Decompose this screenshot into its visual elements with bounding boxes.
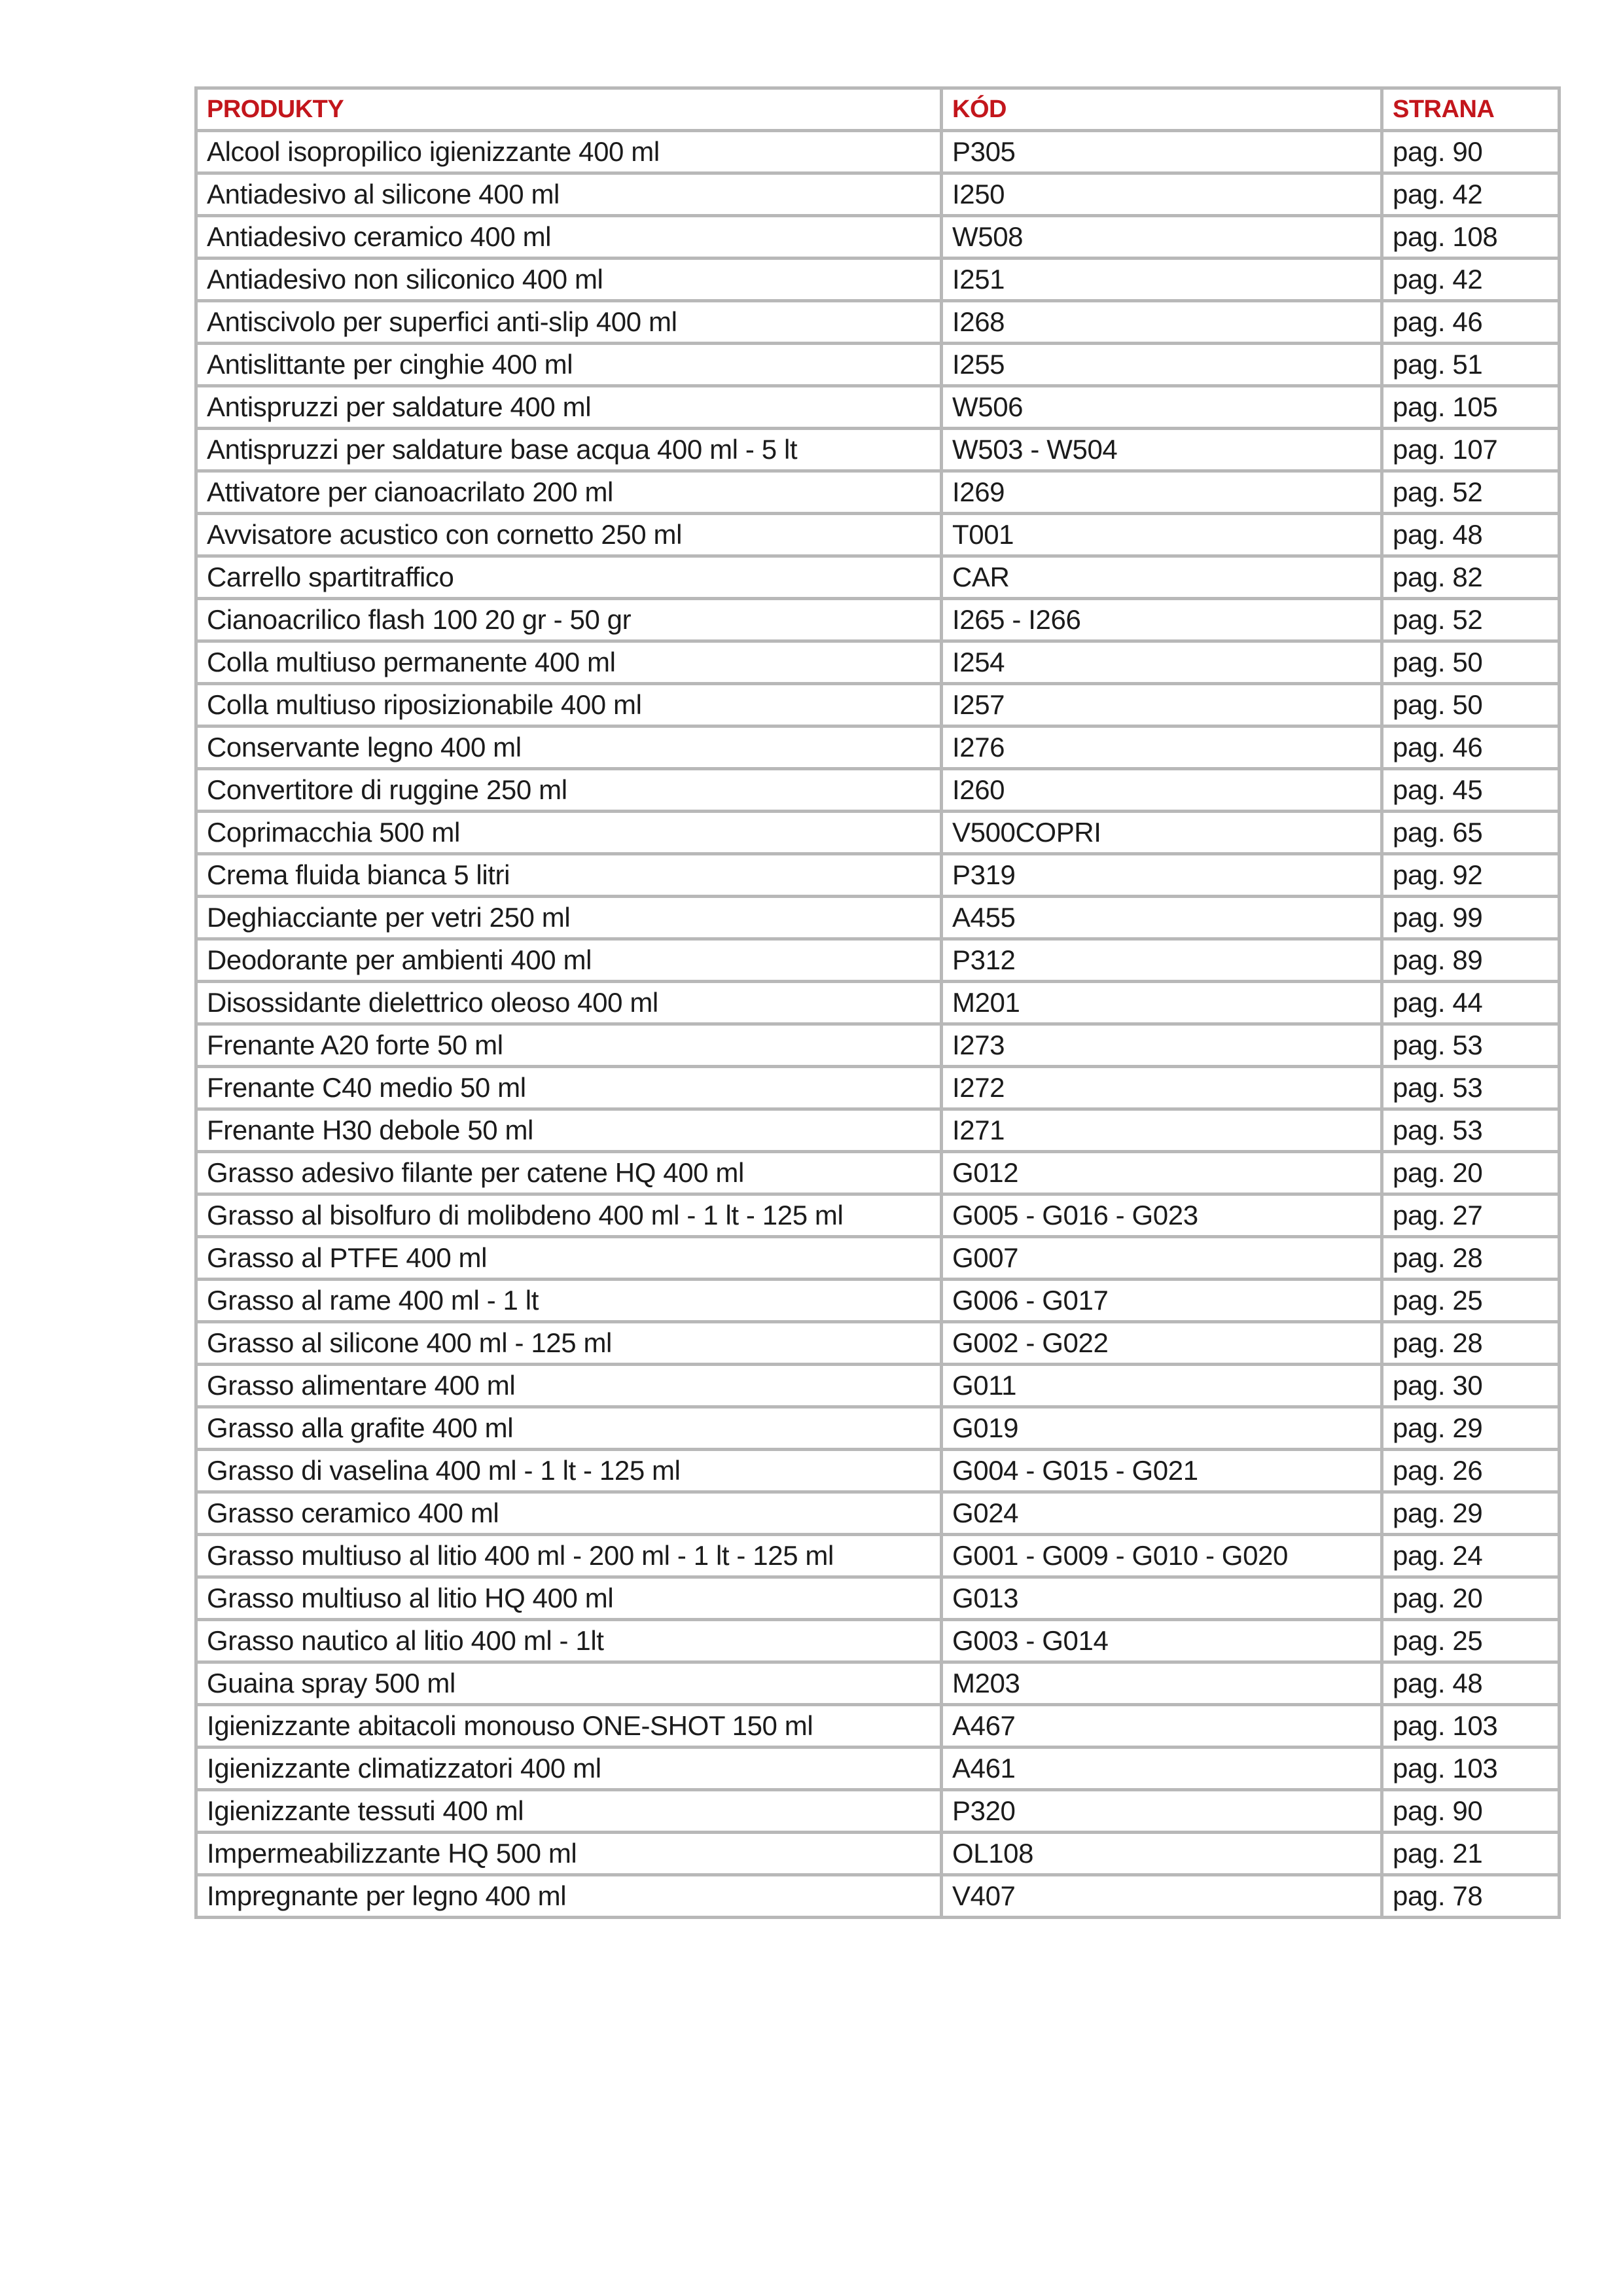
table-row	[196, 1705, 1560, 1748]
page-ref-cell: pag. 28	[1382, 1237, 1560, 1280]
page-ref-cell: pag. 92	[1382, 854, 1560, 897]
table-row	[196, 982, 1560, 1024]
product-name-cell: Grasso alimentare 400 ml	[196, 1365, 942, 1407]
table-row	[196, 1365, 1560, 1407]
page-ref-cell: pag. 52	[1382, 599, 1560, 641]
product-code-cell: T001	[942, 514, 1382, 556]
page-ref-cell: pag. 90	[1382, 1790, 1560, 1833]
table-row	[196, 1535, 1560, 1577]
product-name-cell: Convertitore di ruggine 250 ml	[196, 769, 942, 812]
product-code-cell: I257	[942, 684, 1382, 726]
table-body	[196, 131, 1560, 1918]
product-code-cell: G024	[942, 1492, 1382, 1535]
product-code-cell: G007	[942, 1237, 1382, 1280]
table-row	[196, 386, 1560, 429]
page-ref-cell: pag. 103	[1382, 1705, 1560, 1748]
product-code-cell: I271	[942, 1109, 1382, 1152]
product-code-cell: P319	[942, 854, 1382, 897]
product-code-cell: I254	[942, 641, 1382, 684]
product-code-cell: I272	[942, 1067, 1382, 1109]
page-ref-cell: pag. 53	[1382, 1067, 1560, 1109]
table-row	[196, 684, 1560, 726]
product-name-cell: Igienizzante tessuti 400 ml	[196, 1790, 942, 1833]
product-index-table	[194, 86, 1561, 1919]
page-ref-cell: pag. 46	[1382, 301, 1560, 344]
page-ref-cell: pag. 46	[1382, 726, 1560, 769]
product-name-cell: Carrello spartitraffico	[196, 556, 942, 599]
page-ref-cell: pag. 24	[1382, 1535, 1560, 1577]
page-ref-cell: pag. 45	[1382, 769, 1560, 812]
product-name-cell: Coprimacchia 500 ml	[196, 812, 942, 854]
product-code-cell: I268	[942, 301, 1382, 344]
product-code-cell: M203	[942, 1662, 1382, 1705]
table-row	[196, 556, 1560, 599]
product-name-cell: Disossidante dielettrico oleoso 400 ml	[196, 982, 942, 1024]
page-ref-cell: pag. 42	[1382, 173, 1560, 216]
product-code-cell: OL108	[942, 1833, 1382, 1875]
page-ref-cell: pag. 51	[1382, 344, 1560, 386]
product-code-cell: G012	[942, 1152, 1382, 1194]
page-ref-cell: pag. 50	[1382, 684, 1560, 726]
product-code-cell: P320	[942, 1790, 1382, 1833]
table-row	[196, 1024, 1560, 1067]
page-ref-cell: pag. 105	[1382, 386, 1560, 429]
header-products: PRODUKTY	[196, 88, 942, 131]
table-row	[196, 1322, 1560, 1365]
page-ref-cell: pag. 29	[1382, 1492, 1560, 1535]
table-row	[196, 769, 1560, 812]
table-row	[196, 939, 1560, 982]
product-name-cell: Avvisatore acustico con cornetto 250 ml	[196, 514, 942, 556]
table-row	[196, 1280, 1560, 1322]
header-row	[196, 88, 1560, 131]
product-code-cell: CAR	[942, 556, 1382, 599]
table-row	[196, 1067, 1560, 1109]
product-code-cell: A467	[942, 1705, 1382, 1748]
table-row	[196, 1194, 1560, 1237]
product-code-cell: P305	[942, 131, 1382, 173]
page-ref-cell: pag. 30	[1382, 1365, 1560, 1407]
product-name-cell: Impregnante per legno 400 ml	[196, 1875, 942, 1918]
product-code-cell: G013	[942, 1577, 1382, 1620]
table-row	[196, 471, 1560, 514]
product-code-cell: A461	[942, 1748, 1382, 1790]
page-ref-cell: pag. 21	[1382, 1833, 1560, 1875]
table-row	[196, 1833, 1560, 1875]
product-name-cell: Attivatore per cianoacrilato 200 ml	[196, 471, 942, 514]
product-name-cell: Guaina spray 500 ml	[196, 1662, 942, 1705]
page-ref-cell: pag. 108	[1382, 216, 1560, 259]
table-row	[196, 599, 1560, 641]
product-code-cell: M201	[942, 982, 1382, 1024]
page-ref-cell: pag. 48	[1382, 514, 1560, 556]
page-ref-cell: pag. 25	[1382, 1280, 1560, 1322]
page-ref-cell: pag. 29	[1382, 1407, 1560, 1450]
table-row	[196, 1237, 1560, 1280]
table-row	[196, 301, 1560, 344]
product-code-cell: W503 - W504	[942, 429, 1382, 471]
page-ref-cell: pag. 90	[1382, 131, 1560, 173]
product-name-cell: Crema fluida bianca 5 litri	[196, 854, 942, 897]
product-name-cell: Grasso alla grafite 400 ml	[196, 1407, 942, 1450]
product-name-cell: Grasso adesivo filante per catene HQ 400 ml	[196, 1152, 942, 1194]
product-code-cell: W506	[942, 386, 1382, 429]
product-code-cell: V500COPRI	[942, 812, 1382, 854]
product-name-cell: Antispruzzi per saldature base acqua 400 ml - 5 lt	[196, 429, 942, 471]
product-code-cell: I269	[942, 471, 1382, 514]
table-row	[196, 1790, 1560, 1833]
table-row	[196, 259, 1560, 301]
page-ref-cell: pag. 48	[1382, 1662, 1560, 1705]
product-code-cell: V407	[942, 1875, 1382, 1918]
product-name-cell: Igienizzante abitacoli monouso ONE-SHOT 150 ml	[196, 1705, 942, 1748]
page-ref-cell: pag. 26	[1382, 1450, 1560, 1492]
product-name-cell: Grasso al silicone 400 ml - 125 ml	[196, 1322, 942, 1365]
product-code-cell: G005 - G016 - G023	[942, 1194, 1382, 1237]
product-code-cell: G004 - G015 - G021	[942, 1450, 1382, 1492]
product-name-cell: Colla multiuso riposizionabile 400 ml	[196, 684, 942, 726]
table-row	[196, 897, 1560, 939]
table-row	[196, 131, 1560, 173]
product-name-cell: Grasso multiuso al litio HQ 400 ml	[196, 1577, 942, 1620]
table-row	[196, 173, 1560, 216]
product-name-cell: Deodorante per ambienti 400 ml	[196, 939, 942, 982]
product-code-cell: I265 - I266	[942, 599, 1382, 641]
product-name-cell: Antiscivolo per superfici anti-slip 400 ml	[196, 301, 942, 344]
product-name-cell: Grasso al bisolfuro di molibdeno 400 ml - 1 lt - 125 ml	[196, 1194, 942, 1237]
table-row	[196, 1875, 1560, 1918]
product-name-cell: Antispruzzi per saldature 400 ml	[196, 386, 942, 429]
table-row	[196, 854, 1560, 897]
product-code-cell: I276	[942, 726, 1382, 769]
product-code-cell: G011	[942, 1365, 1382, 1407]
product-code-cell: P312	[942, 939, 1382, 982]
product-name-cell: Impermeabilizzante HQ 500 ml	[196, 1833, 942, 1875]
product-name-cell: Cianoacrilico flash 100 20 gr - 50 gr	[196, 599, 942, 641]
product-code-cell: I273	[942, 1024, 1382, 1067]
product-code-cell: G001 - G009 - G010 - G020	[942, 1535, 1382, 1577]
page-ref-cell: pag. 27	[1382, 1194, 1560, 1237]
table-row	[196, 1492, 1560, 1535]
product-name-cell: Antislittante per cinghie 400 ml	[196, 344, 942, 386]
product-code-cell: I251	[942, 259, 1382, 301]
product-code-cell: I255	[942, 344, 1382, 386]
table-row	[196, 344, 1560, 386]
table-row	[196, 1450, 1560, 1492]
product-code-cell: G019	[942, 1407, 1382, 1450]
table-row	[196, 812, 1560, 854]
product-name-cell: Frenante C40 medio 50 ml	[196, 1067, 942, 1109]
page-ref-cell: pag. 42	[1382, 259, 1560, 301]
product-name-cell: Frenante A20 forte 50 ml	[196, 1024, 942, 1067]
product-name-cell: Antiadesivo ceramico 400 ml	[196, 216, 942, 259]
product-name-cell: Antiadesivo non siliconico 400 ml	[196, 259, 942, 301]
table-row	[196, 216, 1560, 259]
product-name-cell: Deghiacciante per vetri 250 ml	[196, 897, 942, 939]
table-row	[196, 514, 1560, 556]
product-name-cell: Colla multiuso permanente 400 ml	[196, 641, 942, 684]
page-ref-cell: pag. 65	[1382, 812, 1560, 854]
page-ref-cell: pag. 20	[1382, 1577, 1560, 1620]
table-row	[196, 1620, 1560, 1662]
table-row	[196, 1748, 1560, 1790]
product-code-cell: W508	[942, 216, 1382, 259]
product-code-cell: I260	[942, 769, 1382, 812]
page-ref-cell: pag. 89	[1382, 939, 1560, 982]
table-row	[196, 1407, 1560, 1450]
product-name-cell: Frenante H30 debole 50 ml	[196, 1109, 942, 1152]
table-row	[196, 1662, 1560, 1705]
header-code: KÓD	[942, 88, 1382, 131]
page-ref-cell: pag. 20	[1382, 1152, 1560, 1194]
page-ref-cell: pag. 103	[1382, 1748, 1560, 1790]
product-code-cell: I250	[942, 173, 1382, 216]
product-name-cell: Alcool isopropilico igienizzante 400 ml	[196, 131, 942, 173]
table-row	[196, 726, 1560, 769]
product-name-cell: Igienizzante climatizzatori 400 ml	[196, 1748, 942, 1790]
table-row	[196, 1109, 1560, 1152]
product-code-cell: G003 - G014	[942, 1620, 1382, 1662]
page-ref-cell: pag. 53	[1382, 1109, 1560, 1152]
product-name-cell: Conservante legno 400 ml	[196, 726, 942, 769]
page-ref-cell: pag. 82	[1382, 556, 1560, 599]
product-name-cell: Grasso al rame 400 ml - 1 lt	[196, 1280, 942, 1322]
page-ref-cell: pag. 50	[1382, 641, 1560, 684]
product-name-cell: Grasso al PTFE 400 ml	[196, 1237, 942, 1280]
product-name-cell: Antiadesivo al silicone 400 ml	[196, 173, 942, 216]
page-ref-cell: pag. 28	[1382, 1322, 1560, 1365]
table-row	[196, 429, 1560, 471]
page-ref-cell: pag. 107	[1382, 429, 1560, 471]
product-code-cell: A455	[942, 897, 1382, 939]
product-code-cell: G006 - G017	[942, 1280, 1382, 1322]
page-ref-cell: pag. 52	[1382, 471, 1560, 514]
page-ref-cell: pag. 99	[1382, 897, 1560, 939]
page-ref-cell: pag. 78	[1382, 1875, 1560, 1918]
page-ref-cell: pag. 44	[1382, 982, 1560, 1024]
product-code-cell: G002 - G022	[942, 1322, 1382, 1365]
page-ref-cell: pag. 53	[1382, 1024, 1560, 1067]
product-name-cell: Grasso di vaselina 400 ml - 1 lt - 125 ml	[196, 1450, 942, 1492]
header-page: STRANA	[1382, 88, 1560, 131]
page-ref-cell: pag. 25	[1382, 1620, 1560, 1662]
product-name-cell: Grasso multiuso al litio 400 ml - 200 ml - 1 lt - 125 ml	[196, 1535, 942, 1577]
product-name-cell: Grasso nautico al litio 400 ml - 1lt	[196, 1620, 942, 1662]
table-row	[196, 641, 1560, 684]
product-name-cell: Grasso ceramico 400 ml	[196, 1492, 942, 1535]
table-row	[196, 1152, 1560, 1194]
table-row	[196, 1577, 1560, 1620]
